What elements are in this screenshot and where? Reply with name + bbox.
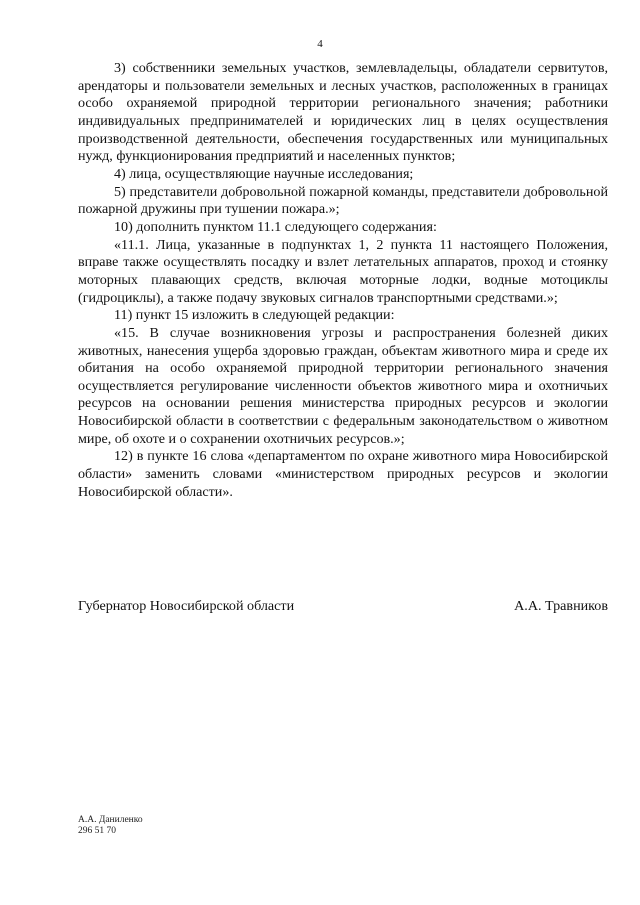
paragraph-amendment-10: 10) дополнить пунктом 11.1 следующего содержания:	[114, 218, 437, 235]
document-body	[78, 60, 608, 501]
paragraph-clause-15: «15. В случае возникновения угрозы и распространения болезней диких животных, нанесения ущерба здоровью граждан, объектам животного мира и среде их обитания на особо охраняемой природной территории регионального значения осуществляется регулирование численности объектов животного мира и охотничьих ресурсов на основании решения министерства природных ресурсов и экологии Новосибирской области в соответствии с федеральным законодательством о животном мире, об охоте и о сохранении охотничьих ресурсов.»;	[78, 324, 608, 447]
signature-block	[78, 597, 608, 615]
signatory-position: Губернатор Новосибирской области	[78, 598, 295, 614]
executor-phone: 296 51 70	[78, 826, 116, 836]
paragraph-amendment-11: 11) пункт 15 изложить в следующей редакции:	[114, 307, 395, 324]
paragraph-item-3: 3) собственники земельных участков, землевладельцы, обладатели сервитутов, арендаторы и пользователи земельных и лесных участков, расположенных в границах особо охраняемой природной территории регионального значения; работники индивидуальных предпринимателей и юридических лиц в целях осуществления производственной деятельности, обеспечения государственных или муниципальных нужд, функционирования предприятий и населенных пунктов;	[78, 60, 608, 165]
paragraph-item-5: 5) представители добровольной пожарной команды, представители добровольной пожарной дружины при тушении пожара.»;	[78, 183, 608, 218]
paragraph-amendment-12: 12) в пункте 16 слова «департаментом по охране животного мира Новосибирской области» заменить словами «министерством природных ресурсов и экологии Новосибирской области».	[78, 448, 608, 500]
paragraph-clause-11-1: «11.1. Лица, указанные в подпунктах 1, 2 пункта 11 настоящего Положения, вправе также осуществлять посадку и взлет летательных аппаратов, проход и стоянку моторных плавающих средств, включая моторные лодки, водные мотоциклы (гидроциклы), а также подачу звуковых сигналов транспортными средствами.»;	[78, 236, 608, 306]
executor-name: А.А. Даниленко	[78, 815, 143, 825]
page-number: 4	[317, 38, 323, 50]
signatory-name: А.А. Травников	[514, 598, 608, 614]
executor-block	[78, 815, 143, 837]
paragraph-item-4: 4) лица, осуществляющие научные исследования;	[114, 165, 414, 182]
